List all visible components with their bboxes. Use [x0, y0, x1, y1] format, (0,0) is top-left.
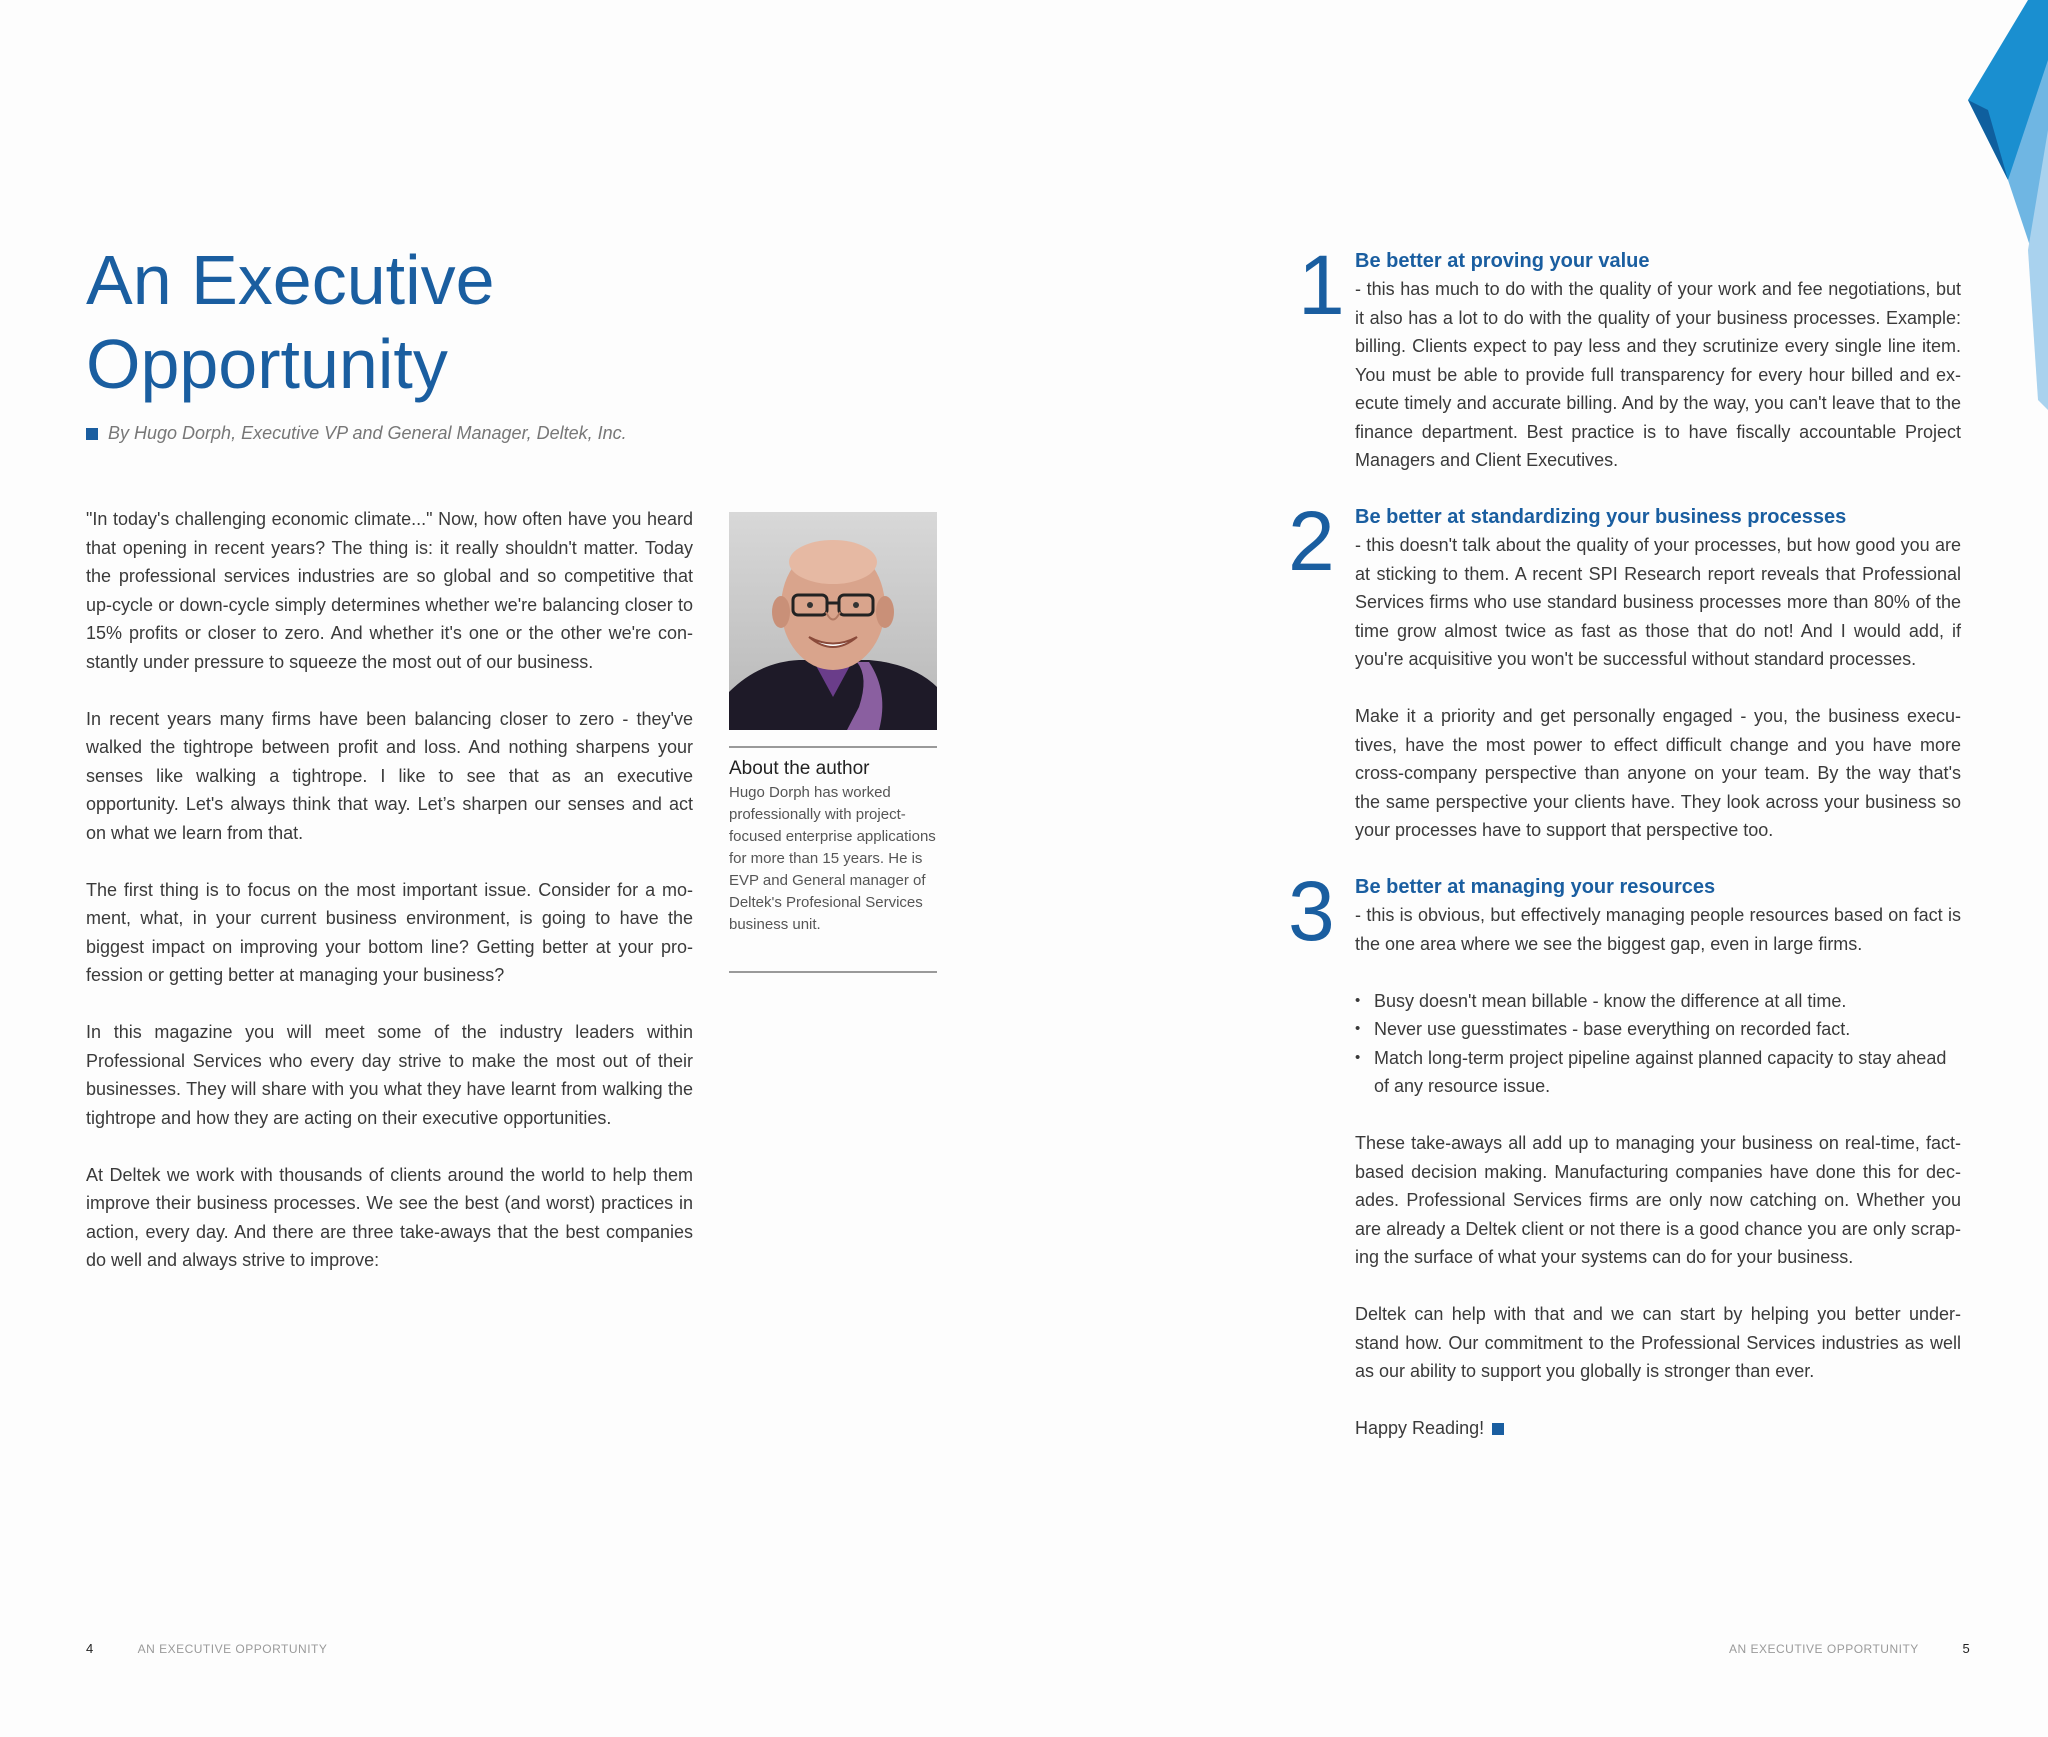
section-number-3: 3 [1288, 864, 1335, 958]
section-1 [1355, 247, 1961, 503]
section-3-body: - this is obvious, but effectively managing people resources based on fact is the one area where we see the biggest gap, even in large firms. [1355, 905, 1961, 954]
list-item: • Match long-term project pipeline against planned capacity to stay ahead of any resource issue. [1355, 1044, 1961, 1101]
right-footer-label: AN EXECUTIVE OPPORTUNITY [1729, 1642, 1919, 1656]
section-2-body: - this doesn't talk about the quality of your processes, but how good you are at sticking to them. A recent SPI Research report reveals that Professional Services firms who use standard business processes more than 80% of the time grow almost twice as fast as those that do not! And I would add, if you're acquisitive you won't be successful without standard processes. [1355, 535, 1961, 669]
section-3-title: Be better at managing your resources [1355, 876, 1716, 898]
intro-column [86, 505, 693, 1303]
intro-paragraph-3: The first thing is to focus on the most important issue. Consider for a mo-ment, what, in your current business environment, is going to have the biggest impact on improving your bottom line? Getting better at your pro-fession or getting better at managing your business? [86, 879, 693, 985]
byline-square-icon [86, 428, 98, 440]
about-author-text: Hugo Dorph has worked professionally with project-focused enterprise applications for more than 15 years. He is EVP and General manager of Deltek's Profesional Services business unit. [729, 784, 936, 933]
section-1-body: - this has much to do with the quality of your work and fee negotiations, but it also has a lot to do with the quality of your business processes. Example: billing. Clients expect to pay less and they scrutinize every single line item. You must be able to provide full transparency for every hour billed and ex-ecute timely and accurate billing. And by the way, you can't leave that to the finance department. Best practice is to have fiscally accountable Project Managers and Client Executives. [1355, 279, 1961, 470]
closing-paragraph-1: These take-aways all add up to managing your business on real-time, fact-based decision making. Manufacturing companies have done this for dec-ades. Professional Services firms are only now catching on. Whether you are already a Deltek client or not there is a good chance you are only scrap-ing the surface of what your systems can do for your business. [1355, 1133, 1961, 1267]
author-divider-bottom [729, 971, 937, 973]
about-author-heading: About the author [729, 758, 870, 779]
section-3 [1355, 873, 1961, 1471]
end-square-icon [1492, 1423, 1504, 1435]
intro-paragraph-5: At Deltek we work with thousands of clients around the world to help them improve their business processes. We see the best (and worst) practices in action, every day. And there are three take-aways that the best companies do well and always strive to improve: [86, 1164, 693, 1270]
intro-paragraph-4: In this magazine you will meet some of the industry leaders within Professional Services who every day strive to make the most out of their businesses. They will share with you what they have learnt from walking the tightrope and how they are acting on their executive opportunities. [86, 1022, 693, 1128]
left-footer [86, 1641, 327, 1656]
byline-text: By Hugo Dorph, Executive VP and General Manager, Deltek, Inc. [108, 423, 627, 443]
section-2-extra: Make it a priority and get personally engaged - you, the business execu-tives, have the most power to effect difficult change and you have more cross-company perspective than anyone on your team. By the way that's the same perspective your clients have. They look across your business so your processes have to support that perspective too. [1355, 706, 1961, 840]
left-page-number: 4 [86, 1641, 94, 1656]
about-author-box [729, 758, 944, 936]
right-page-number: 5 [1962, 1641, 1971, 1656]
title-line-2: Opportunity [86, 325, 448, 403]
page-title [86, 238, 646, 406]
closing-paragraph-2: Deltek can help with that and we can start by helping you better under-stand how. Our commitment to the Professional Services industries as well as our ability to support you globally is stronger than ever. [1355, 1304, 1961, 1381]
left-footer-label: AN EXECUTIVE OPPORTUNITY [137, 1642, 328, 1656]
section-number-1: 1 [1298, 238, 1345, 332]
author-photo [729, 512, 937, 730]
byline [86, 423, 627, 444]
right-footer [1729, 1641, 1970, 1656]
signoff-text: Happy Reading! [1355, 1418, 1485, 1438]
section-1-title: Be better at proving your value [1355, 250, 1650, 272]
intro-paragraph-1: "In today's challenging economic climate..." Now, how often have you heard that opening in recent years? The thing is: it really shouldn't matter. Today the professional services industries are so global and so competitive that up-cycle or down-cycle simply determines whether we're balancing closer to 15% profits or closer to zero. And whether it's one or the other we're con-stantly under pressure to squeeze the most out of our business. [86, 509, 693, 672]
signoff [1355, 1414, 1961, 1443]
list-item: • Never use guesstimates - base everything on recorded fact. [1355, 1015, 1961, 1044]
intro-paragraph-2: In recent years many firms have been balancing closer to zero - they've walked the tightrope between profit and loss. And nothing sharpens your senses like walking a tightrope. I like to see that as an executive opportunity. Let's always think that way. Let’s sharpen our senses and act on what we learn from that. [86, 708, 693, 843]
crystal-decoration-icon [1968, 0, 2048, 420]
section-2 [1355, 503, 1961, 873]
section-number-2: 2 [1288, 494, 1335, 588]
section-2-title: Be better at standardizing your business processes [1355, 506, 1847, 528]
title-line-1: An Executive [86, 241, 495, 319]
list-item: • Busy doesn't mean billable - know the difference at all time. [1355, 987, 1961, 1016]
author-divider-top [729, 746, 937, 748]
takeaway-list [1355, 987, 1961, 1101]
author-portrait-image [729, 512, 937, 730]
